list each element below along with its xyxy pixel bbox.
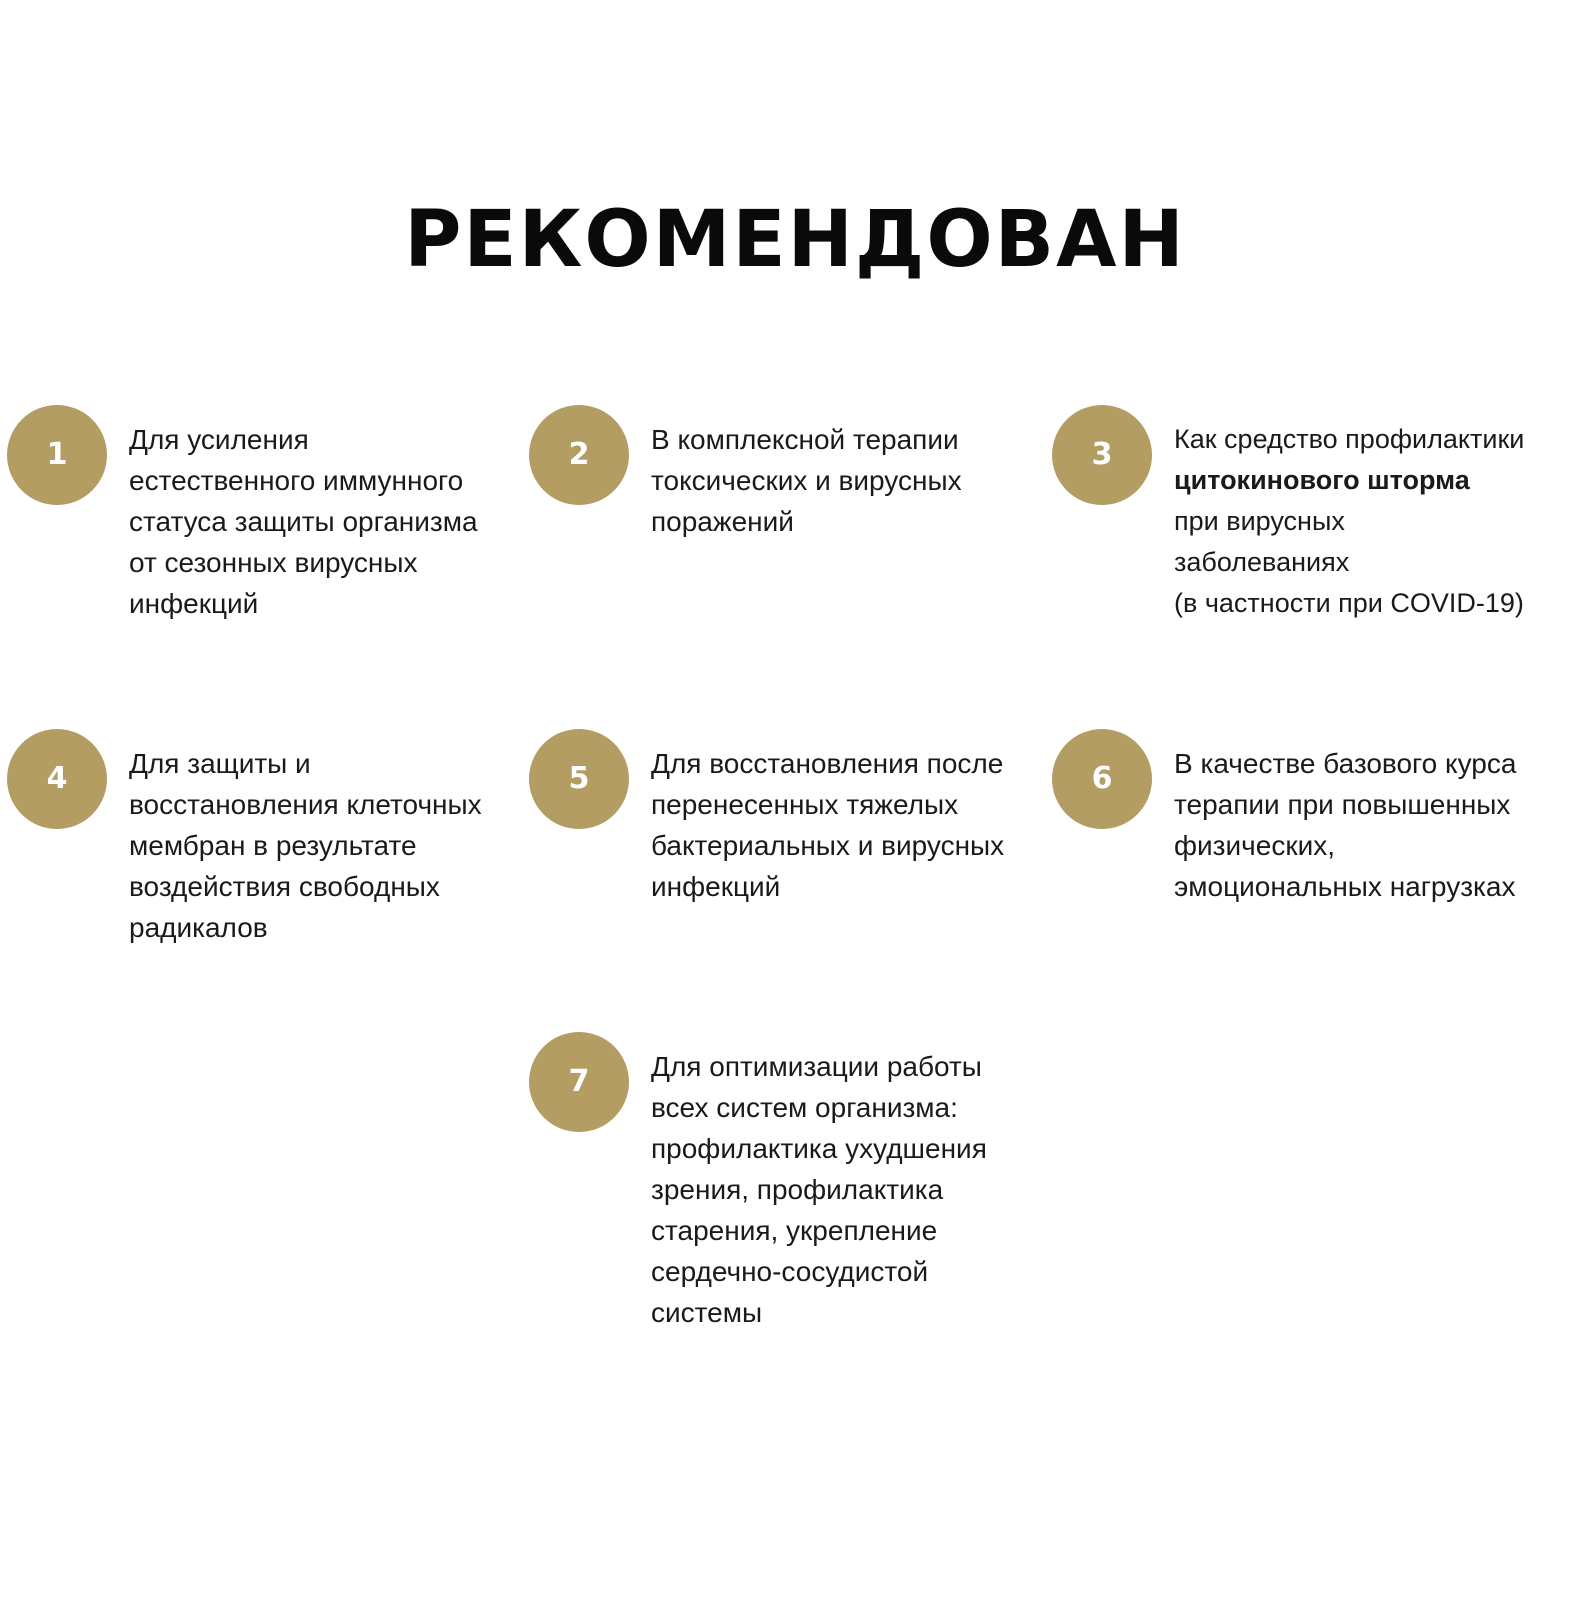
recommendation-text <box>129 419 478 624</box>
text-line: токсических и вирусных <box>651 465 962 496</box>
text-line: поражений <box>651 506 794 537</box>
text-line: при вирусных <box>1174 506 1345 536</box>
text-line: восстановления клеточных <box>129 789 482 820</box>
text-line: Для защиты и <box>129 748 311 779</box>
text-line: терапии при повышенных <box>1174 789 1511 820</box>
text-line: естественного иммунного <box>129 465 464 496</box>
text-line: профилактика ухудшения <box>651 1133 987 1164</box>
text-line: заболеваниях <box>1174 547 1350 577</box>
text-line: системы <box>651 1297 763 1328</box>
text-line: старения, укрепление <box>651 1215 938 1246</box>
text-line: (в частности при COVID-19) <box>1174 588 1524 618</box>
text-line: от сезонных вирусных <box>129 547 418 578</box>
recommendation-text <box>1174 419 1524 624</box>
recommendation-text <box>129 743 482 948</box>
recommendation-text <box>651 743 1004 907</box>
text-line: сердечно-сосудистой <box>651 1256 929 1287</box>
text-line: Как средство профилактики <box>1174 424 1525 454</box>
text-line: всех систем организма: <box>651 1092 958 1123</box>
number-badge: 4 <box>7 729 107 829</box>
text-line: инфекций <box>129 588 259 619</box>
text-line: воздействия свободных <box>129 871 440 902</box>
text-line: инфекций <box>651 871 781 902</box>
text-line: бактериальных и вирусных <box>651 830 1005 861</box>
text-line: статуса защиты организма <box>129 506 478 537</box>
number-badge: 6 <box>1052 729 1152 829</box>
text-line: эмоциональных нагрузках <box>1174 871 1516 902</box>
text-line: зрения, профилактика <box>651 1174 944 1205</box>
number-badge: 5 <box>529 729 629 829</box>
recommendation-text <box>651 419 962 542</box>
text-line: В комплексной терапии <box>651 424 959 455</box>
text-line: радикалов <box>129 912 268 943</box>
recommendation-text <box>1174 743 1516 907</box>
text-line: Для усиления <box>129 424 309 455</box>
number-badge: 3 <box>1052 405 1152 505</box>
text-line-emphasis: цитокинового шторма <box>1174 465 1470 495</box>
number-badge: 7 <box>529 1032 629 1132</box>
text-line: Для восстановления после <box>651 748 1004 779</box>
text-line: мембран в результате <box>129 830 417 861</box>
number-badge: 2 <box>529 405 629 505</box>
text-line: В качестве базового курса <box>1174 748 1517 779</box>
text-line: физических, <box>1174 830 1335 861</box>
number-badge: 1 <box>7 405 107 505</box>
text-line: Для оптимизации работы <box>651 1051 982 1082</box>
page-title: РЕКОМЕНДОВАН <box>404 195 1186 285</box>
recommendation-text <box>651 1046 987 1333</box>
text-line: перенесенных тяжелых <box>651 789 959 820</box>
